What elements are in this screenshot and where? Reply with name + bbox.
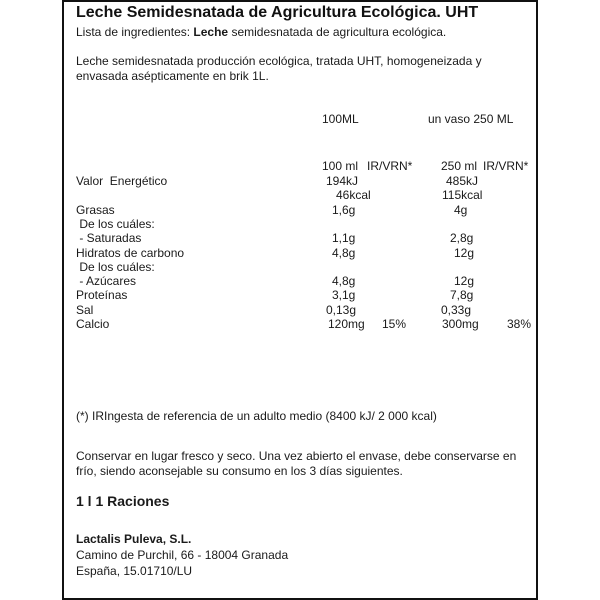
col-header-ir-250: IR/VRN* <box>483 159 529 173</box>
value-per-100ml: 1,6g <box>332 202 356 217</box>
col-header-250ml: 250 ml <box>441 159 478 173</box>
value-per-250ml: 115kcal <box>442 188 483 203</box>
nutrition-row <box>64 174 536 188</box>
value-per-250ml: 7,8g <box>450 288 474 303</box>
value-per-250ml: 4g <box>454 202 468 217</box>
nutrient-label: De los cuáles: <box>76 259 155 274</box>
portion-header-250ml: un vaso 250 ML <box>428 112 514 126</box>
product-title: Leche Semidesnatada de Agricultura Ecológica. UHT <box>76 4 479 21</box>
reference-intake-footnote: (*) IRIngesta de referencia de un adulto medio (8400 kJ/ 2 000 kcal) <box>76 409 437 423</box>
value-per-250ml: 485kJ <box>446 174 479 188</box>
value-per-100ml: 4,8g <box>332 245 356 260</box>
manufacturer-address-line1: Camino de Purchil, 66 - 18004 Granada <box>76 548 289 562</box>
col-header-100ml: 100 ml <box>322 159 359 173</box>
nutrient-label: De los cuáles: <box>76 216 155 231</box>
ingredients-label: Lista de ingredientes: <box>76 25 194 39</box>
value-per-250ml: 300mg <box>442 317 479 331</box>
value-per-100ml: 4,8g <box>332 274 356 289</box>
ingredients-bold: Leche <box>193 25 229 39</box>
ir-per-250ml: 38% <box>507 317 532 331</box>
nutrition-row <box>64 231 536 245</box>
manufacturer-name: Lactalis Puleva, S.L. <box>76 532 192 546</box>
value-per-100ml: 194kJ <box>326 174 359 188</box>
nutrient-label: Grasas <box>76 202 115 217</box>
nutrient-label: Valor Energético <box>76 174 168 188</box>
value-per-250ml: 2,8g <box>450 231 474 246</box>
nutrition-row <box>64 303 536 317</box>
storage-instructions: Conservar en lugar fresco y seco. Una vez abierto el envase, debe conservarse en frío, siendo aconsejable su consumo en los 3 días siguientes. <box>76 449 517 478</box>
nutrition-row <box>64 288 536 302</box>
nutrient-label: - Azúcares <box>76 274 137 289</box>
nutrient-label: - Saturadas <box>76 231 142 246</box>
ir-per-100ml: 15% <box>382 317 407 331</box>
servings-info: 1 l 1 Raciones <box>76 493 170 509</box>
nutrition-row <box>64 246 536 260</box>
value-per-100ml: 3,1g <box>332 288 356 303</box>
value-per-250ml: 12g <box>454 274 475 289</box>
nutrition-row <box>64 274 536 288</box>
value-per-100ml: 120mg <box>328 317 365 331</box>
value-per-100ml: 0,13g <box>326 302 357 317</box>
manufacturer-address-line2: España, 15.01710/LU <box>76 564 193 578</box>
nutrition-row <box>64 217 536 231</box>
product-description: Leche semidesnatada producción ecológica, tratada UHT, homogeneizada y envasada asépticamente en brik 1L. <box>76 54 482 83</box>
nutrition-row <box>64 188 536 202</box>
nutrient-label: Calcio <box>76 317 110 331</box>
product-label-frame <box>62 0 538 600</box>
nutrient-label: Hidratos de carbono <box>76 245 185 260</box>
nutrient-label: Sal <box>76 302 94 317</box>
value-per-250ml: 12g <box>454 245 475 260</box>
col-header-ir-100: IR/VRN* <box>367 159 413 173</box>
nutrient-label: Proteínas <box>76 288 128 303</box>
value-per-100ml: 1,1g <box>332 231 356 246</box>
ingredients-list <box>76 25 446 39</box>
value-per-100ml: 46kcal <box>336 188 371 203</box>
nutrition-row <box>64 260 536 274</box>
nutrition-row <box>64 203 536 217</box>
portion-header-100ml: 100ML <box>322 112 359 126</box>
value-per-250ml: 0,33g <box>441 302 472 317</box>
ingredients-rest: semidesnatada de agricultura ecológica. <box>228 25 447 39</box>
nutrition-column-headers <box>64 159 536 173</box>
nutrition-row <box>64 317 536 331</box>
